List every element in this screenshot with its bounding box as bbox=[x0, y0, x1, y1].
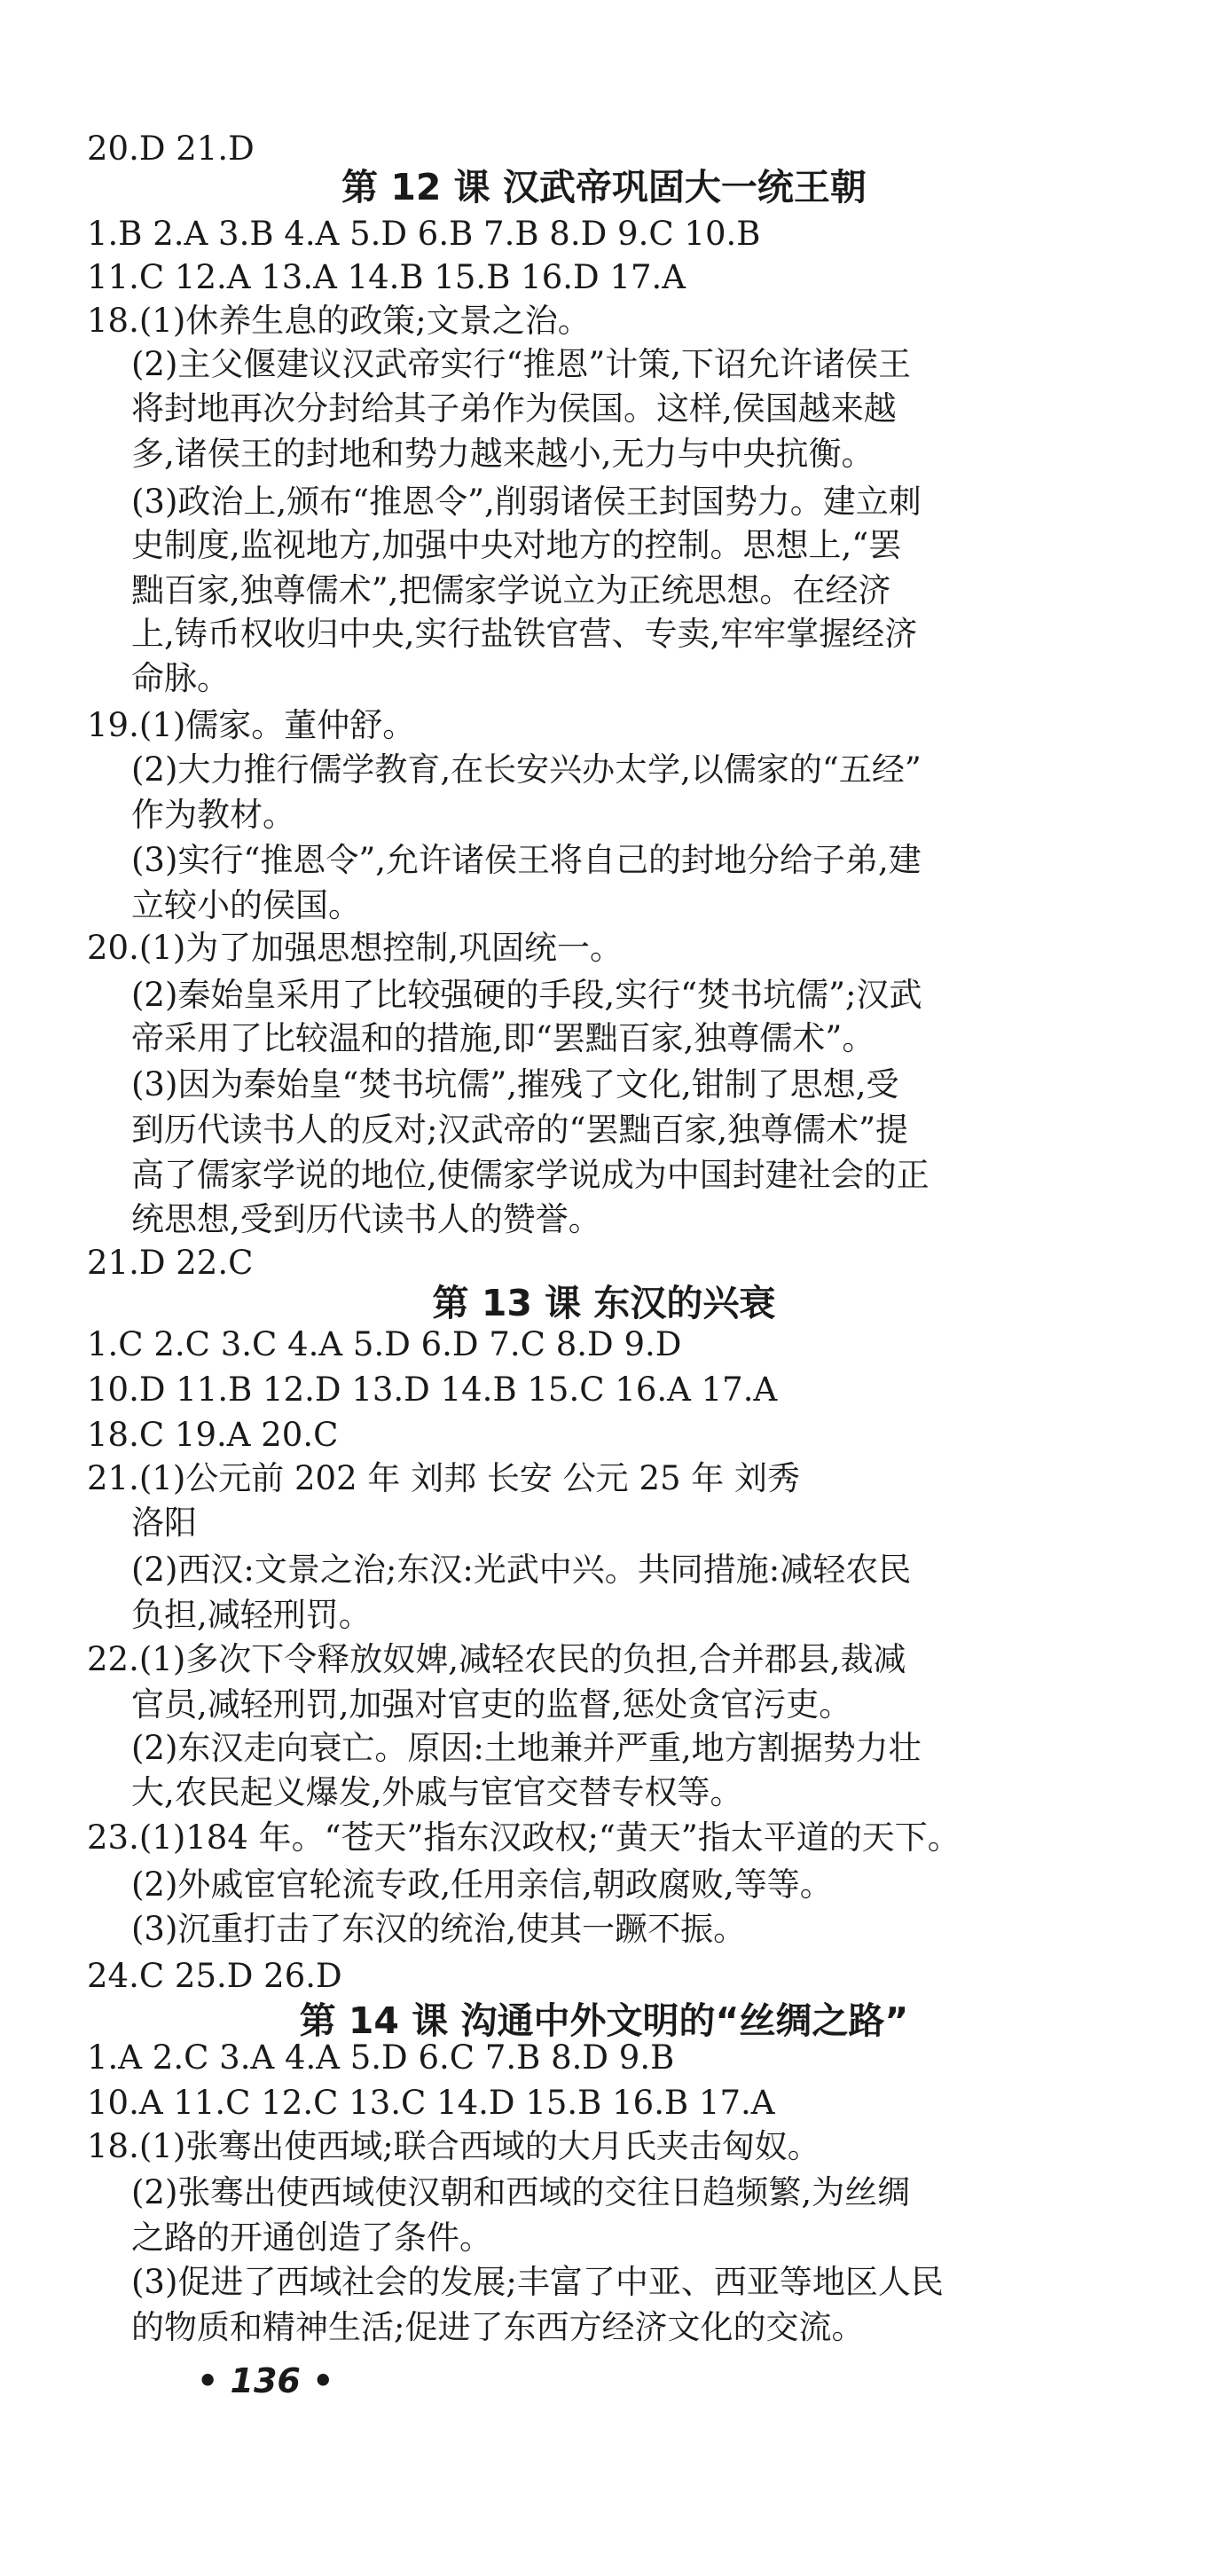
answer-continuation-line: (2)主父偃建议汉武帝实行“推恩”计策,下诏允许诸侯王 bbox=[131, 345, 912, 383]
answer-continuation-line: 统思想,受到历代读书人的赞誉。 bbox=[131, 1200, 601, 1238]
answer-continuation-line: (3)沉重打击了东汉的统治,使其一蹶不振。 bbox=[131, 1910, 747, 1948]
lesson-heading: 第 13 课 东汉的兴衰 bbox=[432, 1282, 776, 1324]
answer-line: 24.C 25.D 26.D bbox=[87, 1957, 342, 1995]
answer-continuation-line: (3)实行“推恩令”,允许诸侯王将自己的封地分给子弟,建 bbox=[131, 841, 922, 879]
answer-line: 1.A 2.C 3.A 4.A 5.D 6.C 7.B 8.D 9.B bbox=[87, 2038, 675, 2077]
answer-continuation-line: 到历代读书人的反对;汉武帝的“罢黜百家,独尊儒术”提 bbox=[131, 1111, 909, 1149]
answer-line: 18.(1)张骞出使西域;联合西域的大月氏夹击匈奴。 bbox=[87, 2127, 820, 2165]
answer-line: 1.C 2.C 3.C 4.A 5.D 6.D 7.C 8.D 9.D bbox=[87, 1325, 682, 1363]
answer-continuation-line: 洛阳 bbox=[131, 1504, 197, 1542]
answer-line: 21.(1)公元前 202 年 刘邦 长安 公元 25 年 刘秀 bbox=[87, 1459, 801, 1497]
answer-continuation-line: (2)秦始皇采用了比较强硬的手段,实行“焚书坑儒”;汉武 bbox=[131, 976, 922, 1014]
lesson-heading: 第 14 课 沟通中外文明的“丝绸之路” bbox=[299, 1999, 909, 2042]
answer-continuation-line: 的物质和精神生活;促进了东西方经济文化的交流。 bbox=[131, 2308, 865, 2346]
answer-line: 19.(1)儒家。董仲舒。 bbox=[87, 706, 416, 744]
answer-line: 18.(1)休养生息的政策;文景之治。 bbox=[87, 302, 591, 340]
answer-continuation-line: (2)张骞出使西域使汉朝和西域的交往日趋频繁,为丝绸 bbox=[131, 2173, 911, 2211]
answer-continuation-line: 官员,减轻刑罚,加强对官吏的监督,惩处贪官污吏。 bbox=[131, 1685, 852, 1724]
answer-line: 21.D 22.C bbox=[87, 1244, 254, 1282]
answer-continuation-line: 作为教材。 bbox=[131, 796, 295, 834]
answer-continuation-line: 帝采用了比较温和的措施,即“罢黜百家,独尊儒术”。 bbox=[131, 1019, 875, 1057]
answer-continuation-line: (2)外戚宦官轮流专政,任用亲信,朝政腐败,等等。 bbox=[131, 1865, 833, 1904]
answer-line: 10.D 11.B 12.D 13.D 14.B 15.C 16.A 17.A bbox=[87, 1370, 778, 1409]
answer-continuation-line: 上,铸币权收归中央,实行盐铁官营、专卖,牢牢掌握经济 bbox=[131, 615, 918, 653]
answer-continuation-line: 命脉。 bbox=[131, 659, 230, 697]
answer-continuation-line: 大,农民起义爆发,外戚与宦官交替专权等。 bbox=[131, 1773, 743, 1811]
answer-continuation-line: 立较小的侯国。 bbox=[131, 886, 361, 924]
answer-line: 11.C 12.A 13.A 14.B 15.B 16.D 17.A bbox=[87, 258, 686, 296]
answer-line: 22.(1)多次下令释放奴婢,减轻农民的负担,合并郡县,裁减 bbox=[87, 1640, 906, 1678]
answer-line: 18.C 19.A 20.C bbox=[87, 1416, 339, 1454]
answer-continuation-line: (2)西汉:文景之治;东汉:光武中兴。共同措施:减轻农民 bbox=[131, 1551, 912, 1589]
answer-continuation-line: 高了儒家学说的地位,使儒家学说成为中国封建社会的正 bbox=[131, 1156, 930, 1194]
answer-line: 1.B 2.A 3.B 4.A 5.D 6.B 7.B 8.D 9.C 10.B bbox=[87, 215, 761, 253]
answer-line: 10.A 11.C 12.C 13.C 14.D 15.B 16.B 17.A bbox=[87, 2084, 775, 2122]
answer-continuation-line: (3)政治上,颁布“推恩令”,削弱诸侯王封国势力。建立刺 bbox=[131, 483, 922, 521]
answer-continuation-line: (3)促进了西域社会的发展;丰富了中亚、西亚等地区人民 bbox=[131, 2263, 944, 2301]
answer-continuation-line: 之路的开通创造了条件。 bbox=[131, 2219, 492, 2257]
answer-continuation-line: 将封地再次分封给其子弟作为侯国。这样,侯国越来越 bbox=[131, 389, 897, 428]
answer-continuation-line: 多,诸侯王的封地和势力越来越小,无力与中央抗衡。 bbox=[131, 435, 875, 473]
answer-continuation-line: (2)大力推行儒学教育,在长安兴办太学,以儒家的“五经” bbox=[131, 750, 922, 789]
page-number: • 136 • bbox=[197, 2361, 334, 2400]
answer-continuation-line: (2)东汉走向衰亡。原因:土地兼并严重,地方割据势力壮 bbox=[131, 1729, 922, 1767]
answer-continuation-line: 负担,减轻刑罚。 bbox=[131, 1596, 372, 1634]
answer-continuation-line: 史制度,监视地方,加强中央对地方的控制。思想上,“罢 bbox=[131, 526, 902, 564]
answer-continuation-line: (3)因为秦始皇“焚书坑儒”,摧残了文化,钳制了思想,受 bbox=[131, 1065, 899, 1103]
answer-continuation-line: 黜百家,独尊儒术”,把儒家学说立为正统思想。在经济 bbox=[131, 571, 891, 609]
answer-line: 20.D 21.D bbox=[87, 130, 255, 168]
lesson-heading: 第 12 课 汉武帝巩固大一统王朝 bbox=[341, 166, 867, 208]
answer-line: 23.(1)184 年。“苍天”指东汉政权;“黄天”指太平道的天下。 bbox=[87, 1818, 961, 1857]
answer-line: 20.(1)为了加强思想控制,巩固统一。 bbox=[87, 929, 624, 967]
